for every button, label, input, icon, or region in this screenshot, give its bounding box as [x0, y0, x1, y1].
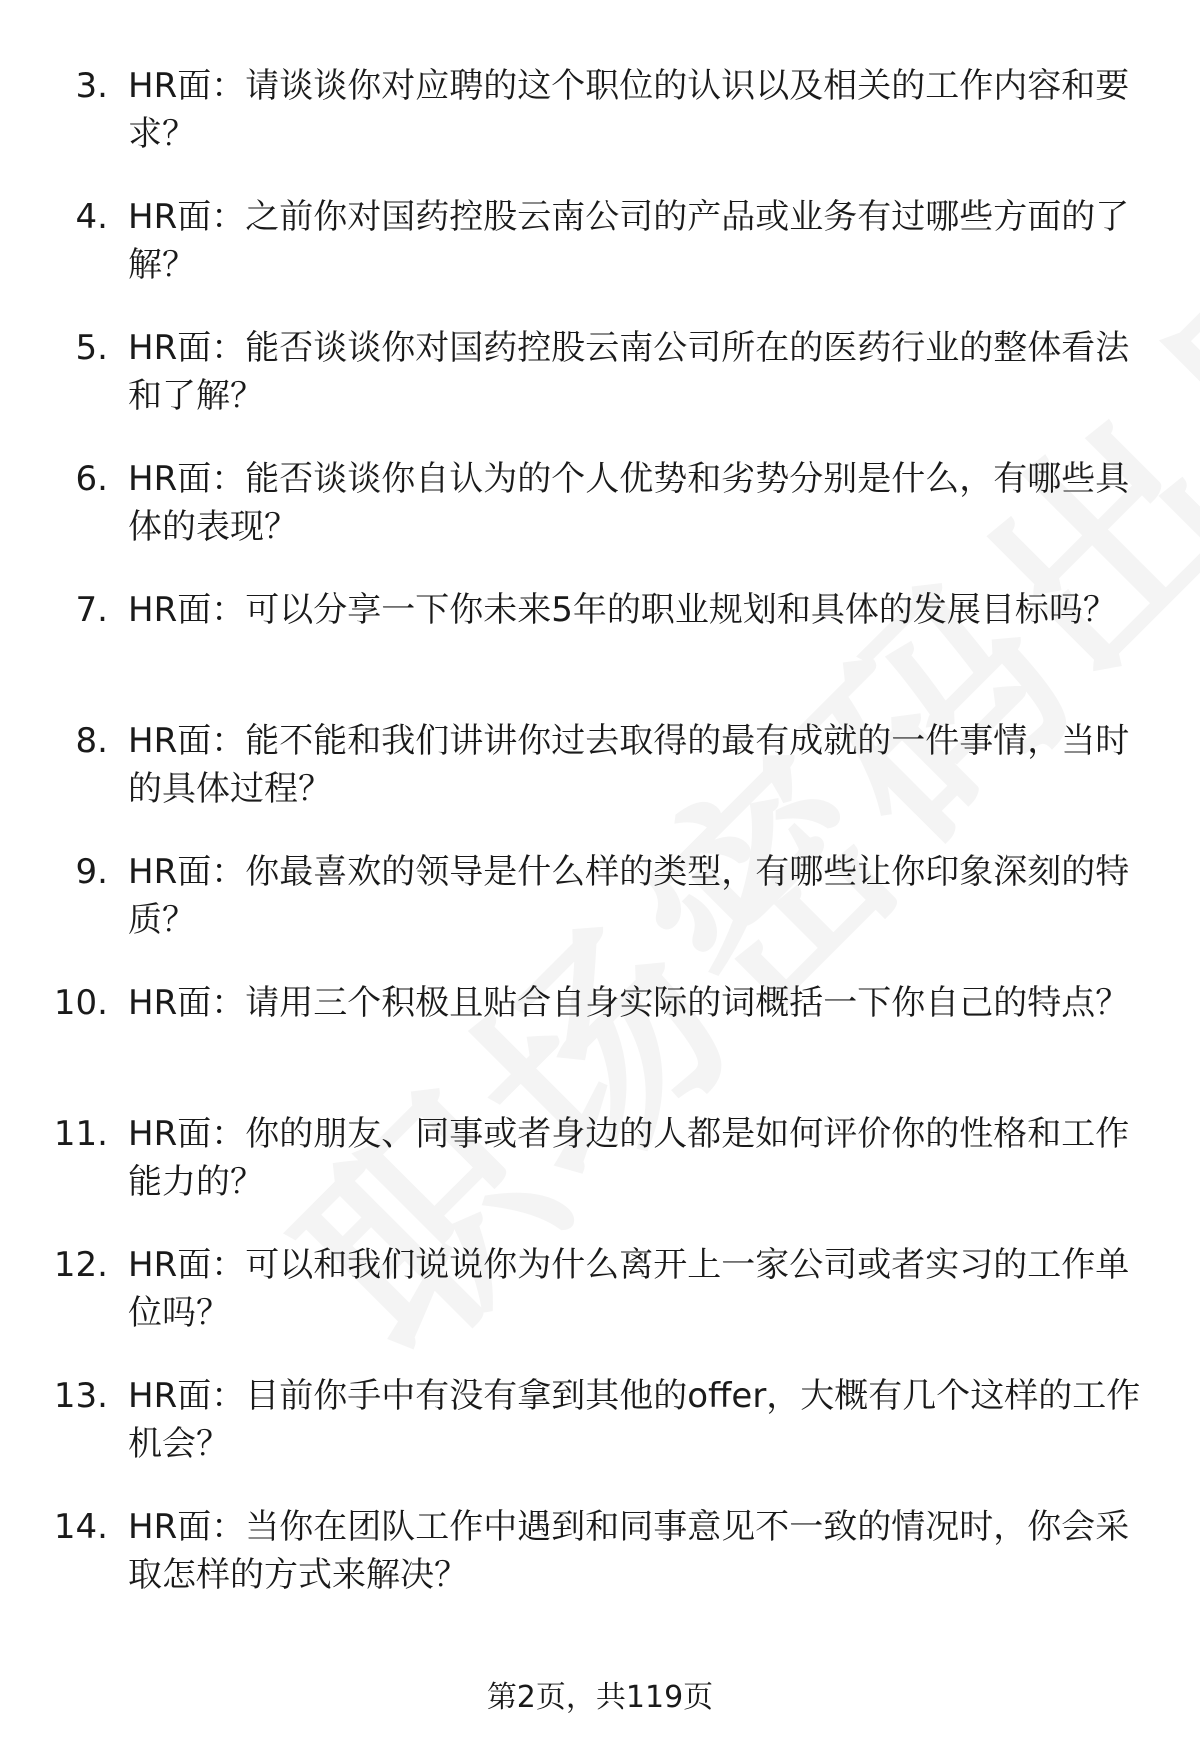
list-item — [0, 320, 1200, 451]
question-text: HR面：能否谈谈你自认为的个人优势和劣势分别是什么，有哪些具体的表现？ — [128, 459, 1130, 547]
question-text: HR面：可以分享一下你未来5年的职业规划和具体的发展目标吗？ — [128, 590, 1117, 630]
question-number: 5. — [75, 328, 108, 368]
question-number: 6. — [75, 459, 108, 499]
question-text: HR面：你的朋友、同事或者身边的人都是如何评价你的性格和工作能力的？ — [128, 1114, 1130, 1202]
question-text: HR面：请用三个积极且贴合自身实际的词概括一下你自己的特点？ — [128, 983, 1130, 1023]
question-number: 12. — [53, 1245, 108, 1285]
question-text: HR面：请谈谈你对应聘的这个职位的认识以及相关的工作内容和要求？ — [128, 66, 1130, 154]
list-item — [0, 975, 1200, 1106]
question-number: 13. — [53, 1376, 108, 1416]
question-number: 14. — [53, 1507, 108, 1547]
list-item — [0, 582, 1200, 713]
question-text: HR面：能不能和我们讲讲你过去取得的最有成就的一件事情，当时的具体过程？ — [128, 721, 1130, 809]
question-number: 11. — [53, 1114, 108, 1154]
list-item — [0, 844, 1200, 975]
question-number: 10. — [53, 983, 108, 1023]
question-number: 7. — [75, 590, 108, 630]
question-list — [0, 58, 1200, 1630]
question-number: 4. — [75, 197, 108, 237]
question-number: 3. — [75, 66, 108, 106]
list-item — [0, 1368, 1200, 1499]
list-item — [0, 189, 1200, 320]
question-number: 9. — [75, 852, 108, 892]
list-item — [0, 58, 1200, 189]
list-item — [0, 1499, 1200, 1630]
question-text: HR面：之前你对国药控股云南公司的产品或业务有过哪些方面的了解？ — [128, 197, 1130, 285]
question-number: 8. — [75, 721, 108, 761]
question-text: HR面：可以和我们说说你为什么离开上一家公司或者实习的工作单位吗？ — [128, 1245, 1130, 1333]
page-footer: 第2页，共119页 — [486, 1680, 714, 1715]
question-text: HR面：能否谈谈你对国药控股云南公司所在的医药行业的整体看法和了解？ — [128, 328, 1130, 416]
list-item — [0, 1237, 1200, 1368]
list-item — [0, 451, 1200, 582]
question-text: HR面：当你在团队工作中遇到和同事意见不一致的情况时，你会采取怎样的方式来解决？ — [128, 1507, 1130, 1595]
question-text: HR面：目前你手中有没有拿到其他的offer，大概有几个这样的工作机会？ — [128, 1376, 1141, 1464]
list-item — [0, 713, 1200, 844]
list-item — [0, 1106, 1200, 1237]
question-text: HR面：你最喜欢的领导是什么样的类型，有哪些让你印象深刻的特质？ — [128, 852, 1130, 940]
